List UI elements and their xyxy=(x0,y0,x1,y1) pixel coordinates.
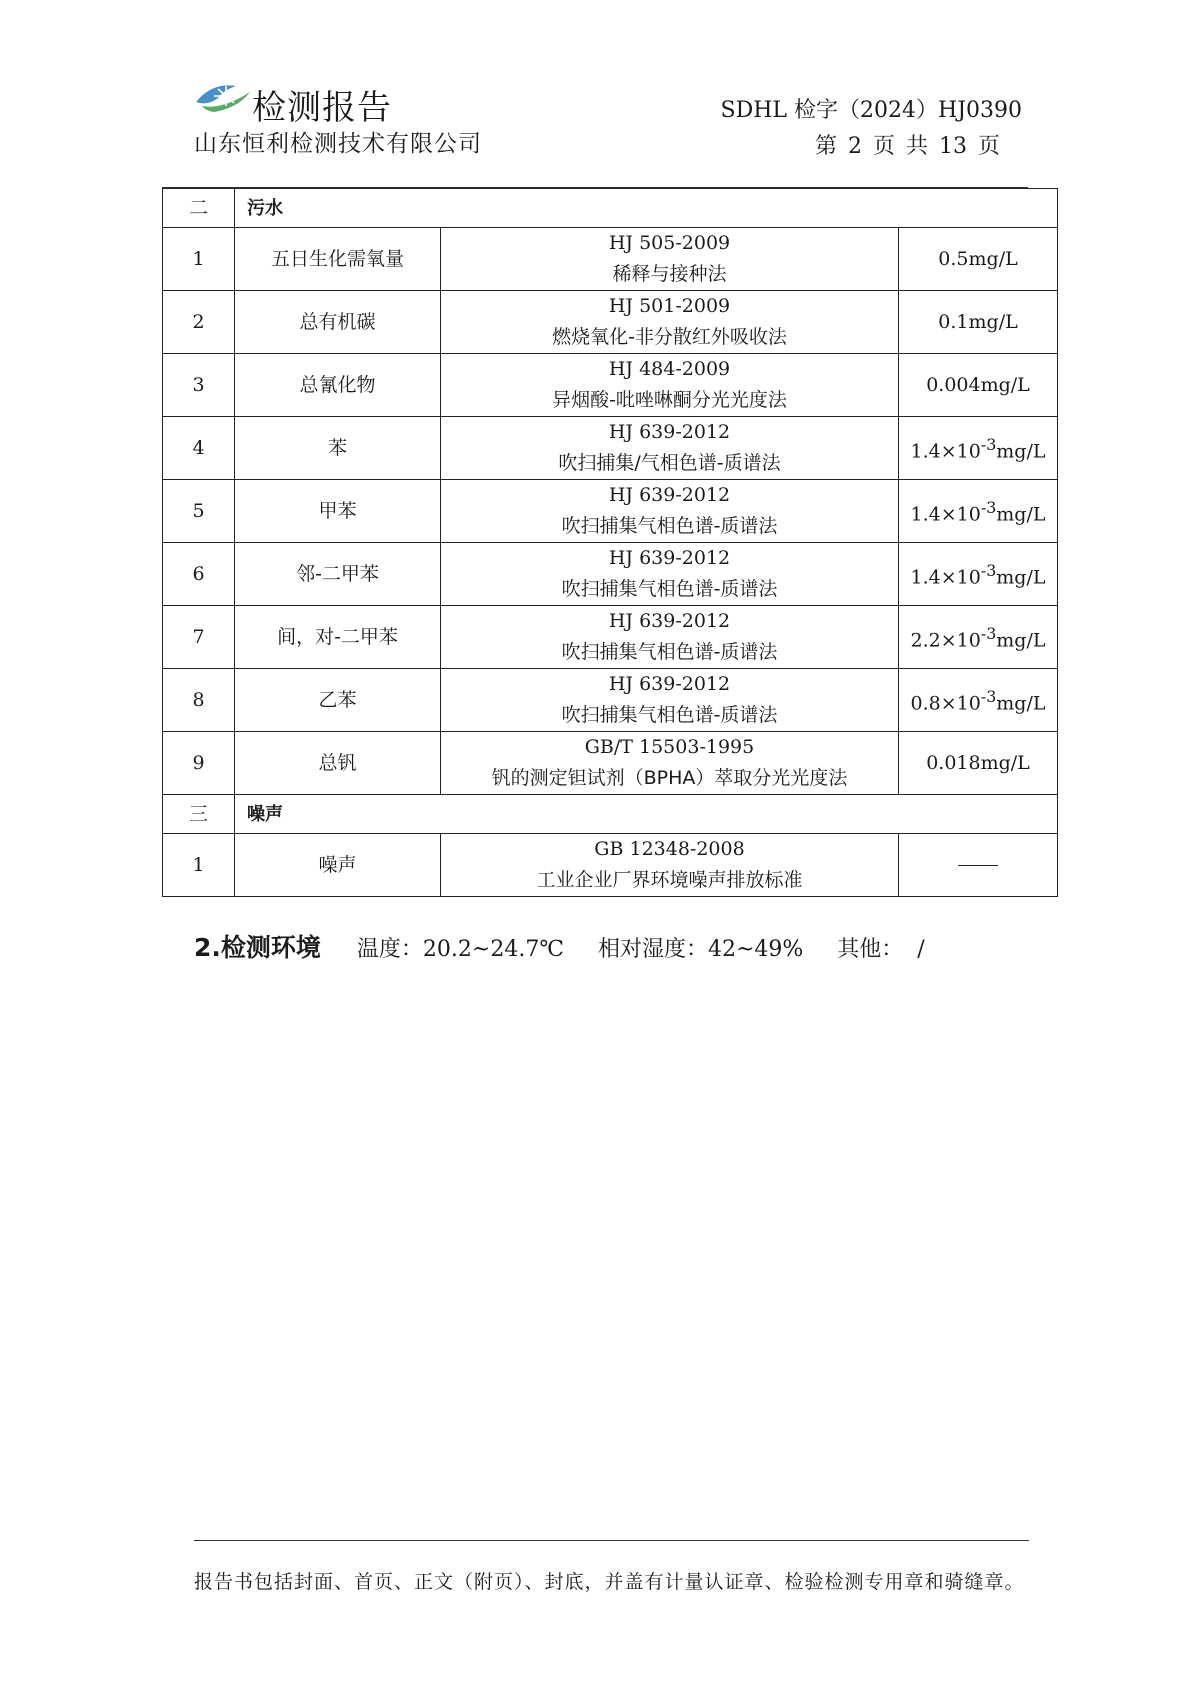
detection-limit xyxy=(899,543,1058,606)
method-cell xyxy=(441,543,899,606)
method-cell xyxy=(441,834,899,897)
row-number: 7 xyxy=(163,606,235,669)
method-cell xyxy=(441,480,899,543)
environment-title: 2.检测环境 xyxy=(194,933,321,962)
company-name: 山东恒利检测技术有限公司 xyxy=(194,131,482,157)
standard-code: HJ 639-2012 xyxy=(608,547,731,569)
detection-limit xyxy=(899,834,1058,897)
table-row xyxy=(163,669,1058,732)
method-cell xyxy=(441,354,899,417)
detection-limit: 0.1mg/L xyxy=(899,291,1058,354)
method-cell xyxy=(441,417,899,480)
method-name: 钒的测定钽试剂（BPHA）萃取分光光度法 xyxy=(491,767,848,789)
item-name: 甲苯 xyxy=(235,480,441,543)
item-name: 邻-二甲苯 xyxy=(235,543,441,606)
other-label: 其他： xyxy=(837,937,904,962)
detection-limit: 0.5mg/L xyxy=(899,228,1058,291)
method-name: 工业企业厂界环境噪声排放标准 xyxy=(536,869,803,891)
limit-unit: mg/L xyxy=(996,629,1046,652)
method-name: 燃烧氧化-非分散红外吸收法 xyxy=(552,326,787,348)
method-name: 稀释与接种法 xyxy=(612,263,727,285)
method-cell xyxy=(441,228,899,291)
method-cell xyxy=(441,606,899,669)
row-number: 8 xyxy=(163,669,235,732)
standard-code: GB 12348-2008 xyxy=(594,838,745,860)
item-name: 总氰化物 xyxy=(235,354,441,417)
limit-exponent: -3 xyxy=(980,497,997,517)
limit-unit: mg/L xyxy=(996,692,1046,715)
limit-base: 0.8×10 xyxy=(910,692,981,715)
item-name: 五日生化需氧量 xyxy=(235,228,441,291)
limit-base: 1.4×10 xyxy=(910,503,981,526)
detection-limit xyxy=(899,417,1058,480)
method-name: 吹扫捕集气相色谱-质谱法 xyxy=(561,578,778,600)
table-row xyxy=(163,834,1058,897)
standard-code: HJ 484-2009 xyxy=(608,358,731,380)
standard-code: HJ 639-2012 xyxy=(608,421,731,443)
standard-code: HJ 639-2012 xyxy=(608,610,731,632)
item-name: 乙苯 xyxy=(235,669,441,732)
method-cell xyxy=(441,291,899,354)
item-name: 间，对-二甲苯 xyxy=(235,606,441,669)
method-name: 吹扫捕集气相色谱-质谱法 xyxy=(561,515,778,537)
table-row xyxy=(163,417,1058,480)
section-number: 三 xyxy=(163,795,235,834)
detection-limit xyxy=(899,480,1058,543)
dash-placeholder xyxy=(958,865,998,866)
limit-exponent: -3 xyxy=(980,560,997,580)
limit-base: 1.4×10 xyxy=(910,566,981,589)
table-row xyxy=(163,480,1058,543)
standard-code: HJ 505-2009 xyxy=(608,232,731,254)
limit-base: 1.4×10 xyxy=(910,440,981,463)
row-number: 3 xyxy=(163,354,235,417)
section-name: 噪声 xyxy=(235,795,1058,834)
item-name: 总有机碳 xyxy=(235,291,441,354)
limit-exponent: -3 xyxy=(980,686,997,706)
footer-divider xyxy=(194,1540,1029,1541)
table-row xyxy=(163,732,1058,795)
row-number: 6 xyxy=(163,543,235,606)
standard-code: HJ 501-2009 xyxy=(608,295,731,317)
item-name: 噪声 xyxy=(235,834,441,897)
table-row xyxy=(163,291,1058,354)
section-row-wastewater xyxy=(163,189,1058,228)
row-number: 1 xyxy=(163,834,235,897)
limit-unit: mg/L xyxy=(996,503,1046,526)
section-row-noise xyxy=(163,795,1058,834)
report-number: SDHL 检字（2024）HJ0390 xyxy=(720,98,1022,123)
report-title: 检测报告 xyxy=(252,88,392,128)
method-cell xyxy=(441,669,899,732)
table-row xyxy=(163,354,1058,417)
section-name: 污水 xyxy=(235,189,1058,228)
method-name: 吹扫捕集/气相色谱-质谱法 xyxy=(558,452,781,474)
method-cell xyxy=(441,732,899,795)
method-table xyxy=(162,188,1058,897)
row-number: 2 xyxy=(163,291,235,354)
limit-exponent: -3 xyxy=(980,623,997,643)
detection-limit xyxy=(899,606,1058,669)
limit-base: 2.2×10 xyxy=(910,629,981,652)
limit-exponent: -3 xyxy=(980,434,997,454)
humidity-value: 42~49% xyxy=(707,937,804,962)
row-number: 4 xyxy=(163,417,235,480)
page-info: 第 2 页 共 13 页 xyxy=(815,134,1000,159)
detection-limit: 0.018mg/L xyxy=(899,732,1058,795)
detection-limit xyxy=(899,669,1058,732)
method-name: 吹扫捕集气相色谱-质谱法 xyxy=(561,704,778,726)
temperature-label: 温度： xyxy=(356,937,423,962)
table-row xyxy=(163,606,1058,669)
standard-code: HJ 639-2012 xyxy=(608,673,731,695)
method-name: 异烟酸-吡唑啉酮分光光度法 xyxy=(552,389,787,411)
limit-unit: mg/L xyxy=(996,440,1046,463)
item-name: 总钒 xyxy=(235,732,441,795)
detection-limit: 0.004mg/L xyxy=(899,354,1058,417)
standard-code: GB/T 15503-1995 xyxy=(584,736,755,758)
table-row xyxy=(163,228,1058,291)
company-logo-icon xyxy=(194,76,254,116)
table-row xyxy=(163,543,1058,606)
row-number: 9 xyxy=(163,732,235,795)
row-number: 5 xyxy=(163,480,235,543)
item-name: 苯 xyxy=(235,417,441,480)
section-number: 二 xyxy=(163,189,235,228)
footer-note: 报告书包括封面、首页、正文（附页）、封底，并盖有计量认证章、检验检测专用章和骑缝章。 xyxy=(194,1571,1025,1593)
row-number: 1 xyxy=(163,228,235,291)
standard-code: HJ 639-2012 xyxy=(608,484,731,506)
humidity-label: 相对湿度： xyxy=(597,937,708,962)
other-value: / xyxy=(917,937,925,962)
method-name: 吹扫捕集气相色谱-质谱法 xyxy=(561,641,778,663)
environment-line xyxy=(194,928,925,964)
temperature-value: 20.2~24.7℃ xyxy=(422,937,564,962)
limit-unit: mg/L xyxy=(996,566,1046,589)
